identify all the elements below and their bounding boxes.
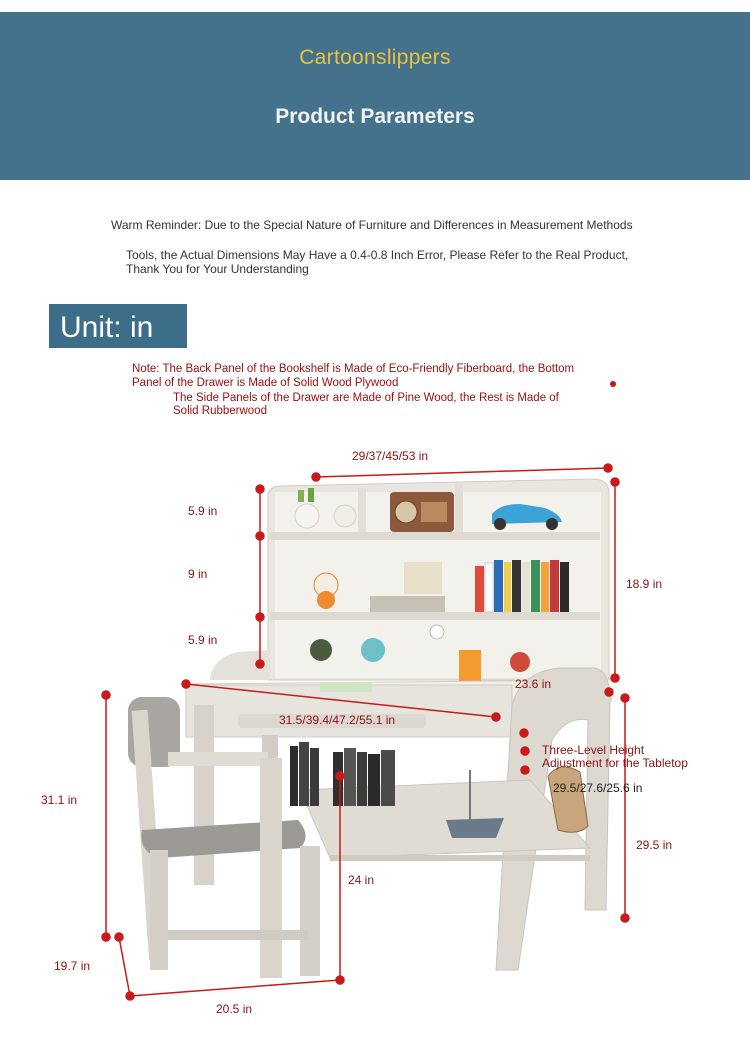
desk-depth-label: 23.6 in xyxy=(515,677,552,691)
note-line-2: Panel of the Drawer is Made of Solid Wood Plywood xyxy=(132,377,399,389)
height-adjust-line-1: Three-Level Height xyxy=(542,743,645,757)
height-adjust-line-2: Adjustment for the Tabletop xyxy=(542,756,688,770)
note-line-4: Solid Rubberwood xyxy=(173,405,267,417)
desk-height-label: 29.5 in xyxy=(636,838,673,852)
desk-width-label: 31.5/39.4/47.2/55.1 in xyxy=(279,713,396,727)
brand-name: Cartoonslippers xyxy=(299,46,451,69)
unit-label: Unit: in xyxy=(49,304,187,348)
page-title: Product Parameters xyxy=(275,105,475,128)
tabletop-levels-label: 29.5/27.6/25.6 in xyxy=(553,781,643,795)
chair-depth-label: 19.7 in xyxy=(54,959,91,973)
desk xyxy=(186,668,612,970)
note-line-1: Note: The Back Panel of the Bookshelf is Made of Eco-Friendly Fiberboard, the Bottom xyxy=(132,363,575,375)
note-line-3: The Side Panels of the Drawer are Made of Pine Wood, the Rest is Made of xyxy=(173,392,559,404)
chair-width-label: 20.5 in xyxy=(216,1002,253,1016)
reminder-line-2: Tools, the Actual Dimensions May Have a 0.4-0.8 Inch Error, Please Refer to the Real Product, xyxy=(126,248,629,262)
seat-height-label: 24 in xyxy=(348,873,375,887)
hutch-width-label: 29/37/45/53 in xyxy=(352,449,429,463)
chair xyxy=(128,697,320,978)
hutch-height-label: 18.9 in xyxy=(626,577,663,591)
shelf-bottom-height-label: 5.9 in xyxy=(188,633,218,647)
chair-height-label: 31.1 in xyxy=(41,793,78,807)
reminder-line-1: Warm Reminder: Due to the Special Nature of Furniture and Differences in Measurement Methods xyxy=(111,218,633,232)
shelf-middle-height-label: 9 in xyxy=(188,567,208,581)
shelf-top-height-label: 5.9 in xyxy=(188,504,218,518)
reminder-line-3: Thank You for Your Understanding xyxy=(126,262,309,276)
